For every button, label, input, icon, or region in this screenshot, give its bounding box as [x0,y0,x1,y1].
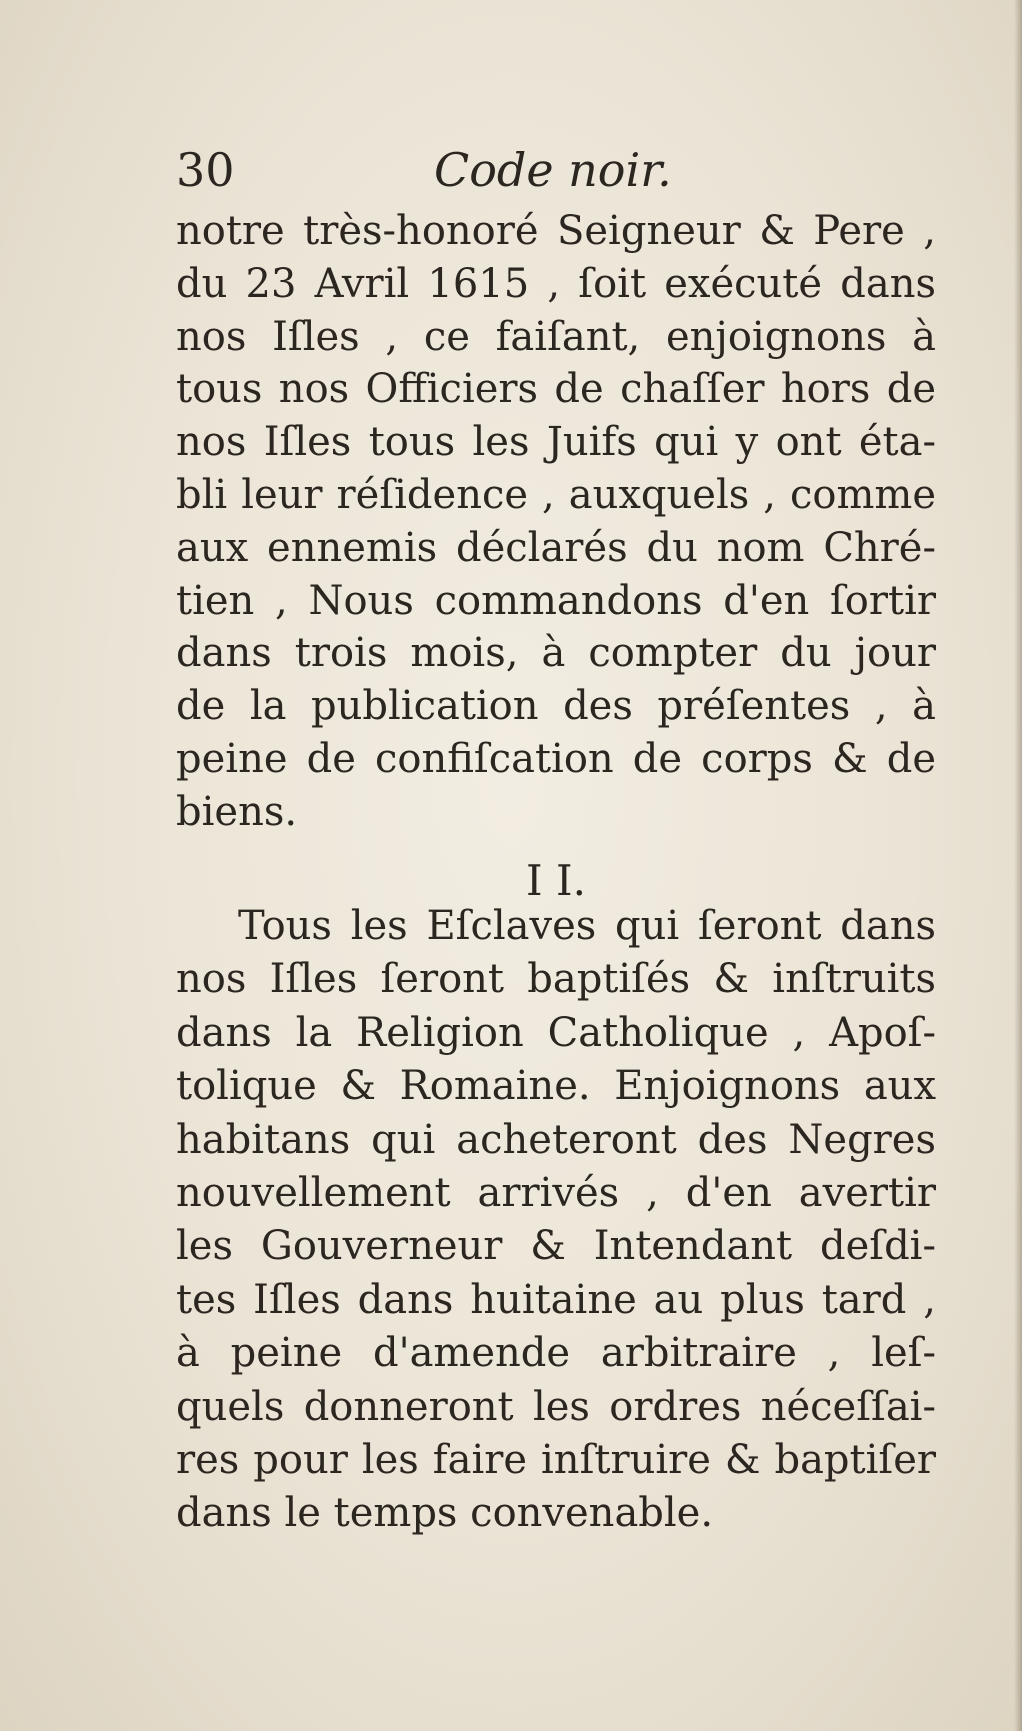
text-line: notre très-honoré Seigneur & Pere , [176,208,936,254]
text-line: bli leur réſidence , auxquels , comme [176,471,936,518]
text-line: dans trois mois, à compter du jour [176,630,936,677]
text-line: biens. [176,788,298,835]
text-line: du 23 Avril 1615 , ſoit exécuté dans [176,260,936,307]
text-line: quels donneront les ordres néceſſai- [176,1383,936,1430]
text-line: habitans qui acheteront des Negres [176,1116,936,1163]
text-line: tien , Nous commandons d'en ſortir [176,577,936,624]
text-line: Tous les Eſclaves qui ſeront dans [238,903,936,949]
text-line: res pour les faire inſtruire & baptiſer [176,1436,936,1483]
page-number: 30 [176,143,235,197]
text-line: de la publication des préſentes , à [176,683,936,730]
text-line: à peine d'amende arbitraire , leſ- [176,1330,936,1377]
text-line: peine de confiſcation de corps & de [176,735,936,782]
article-body [176,900,936,1541]
text-line: dans le temps convenable. [176,1490,714,1537]
text-line: tolique & Romaine. Enjoignons aux [176,1063,936,1110]
page-edge-shadow [1014,0,1022,1731]
text-line: aux ennemis déclarés du nom Chré- [176,524,936,571]
page-header [176,140,936,200]
running-title: Code noir. [434,143,672,197]
text-line: tes Iſles dans huitaine au plus tard , [176,1276,936,1323]
continued-paragraph [176,205,936,839]
article-number: I I. [526,856,586,905]
text-line: tous nos Officiers de chaſſer hors de [176,366,936,413]
text-line: nouvellement arrivés , d'en avertir [176,1169,936,1216]
text-line: nos Iſles tous les Juifs qui y ont éta- [176,419,936,466]
text-line: nos Iſles , ce faiſant, enjoignons à [176,313,936,360]
text-line: dans la Religion Catholique , Apoſ- [176,1009,936,1056]
text-line: les Gouverneur & Intendant deſdi- [176,1223,936,1270]
text-line: nos Iſles ſeront baptiſés & inſtruits [176,956,936,1003]
